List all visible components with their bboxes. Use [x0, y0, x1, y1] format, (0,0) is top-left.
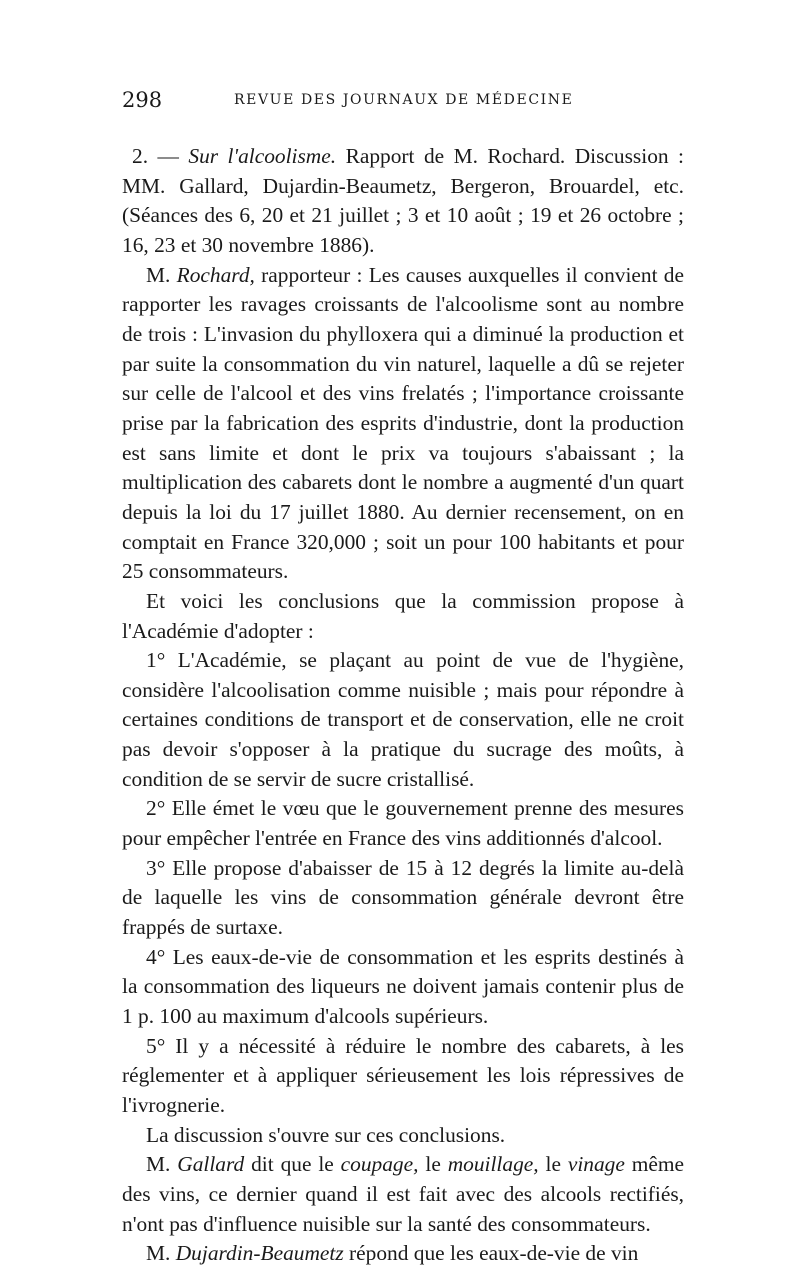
speaker-name: Dujardin-Beaumetz — [175, 1241, 344, 1266]
dujardin-text: répond que les eaux-de-vie de vin — [349, 1241, 639, 1266]
conclusion-text: L'Académie, se plaçant au point de vue de l'hygiène, considère l'alcoolisation comme nuisible ; mais pour répondre à certaines conditions de transport et de conservation, elle ne croit pas devoir s'opposer à la pratique du sucrage des moûts, à condition de se servir de sucre cristallisé. — [122, 648, 684, 791]
section-heading-paragraph — [122, 142, 684, 261]
gallard-paragraph — [122, 1150, 684, 1239]
conclusion-item — [122, 646, 684, 794]
discussion-opens: La discussion s'ouvre sur ces conclusions. — [146, 1122, 506, 1147]
conclusion-number: 3° — [146, 855, 166, 880]
running-header — [122, 88, 682, 118]
section-subtitle: Rapport de M. Rochard. Discussion : MM. Gallard, Dujardin-Beaumetz, Bergeron, Brouardel, etc. (Séances des 6, 20 et 21 juillet ; 3 et 10 août ; 19 et 26 octobre ; 16, 23 et 30 novembre 1886). — [122, 144, 684, 257]
section-number: 2. — — [132, 144, 179, 168]
speaker-name: Rochard, — [176, 262, 255, 287]
body-text — [122, 142, 684, 1269]
term-coupage: coupage, — [340, 1152, 419, 1177]
speaker-name: Gallard — [177, 1152, 245, 1177]
section-title: Sur l'alcoolisme. — [188, 144, 337, 168]
conclusion-item — [122, 794, 684, 853]
gallard-text: même des vins, ce dernier quand il est fait avec des alcools rectifiés, n'ont pas d'influence nuisible sur la santé des consommateurs. — [122, 1152, 685, 1236]
rochard-text: rapporteur : Les causes auxquelles il convient de rapporter les ravages croissants de l'alcoolisme sont au nombre de trois : L'invasion du phylloxera qui a diminué la production et par suite la consommation du vin naturel, laquelle a dû se rejeter sur celle de l'alcool et des vins frelatés ; l'importance croissante prise par la fabrication des esprits d'industrie, dont la production est sans limite et dont le prix va toujours s'abaissant ; la multiplication des cabarets dont le nombre a augmenté d'un quart depuis la loi du 17 juillet 1880. Au dernier recensement, on en comptait en France 320,000 ; soit un pour 100 habitants et pour 25 consommateurs. — [122, 262, 684, 584]
conclusion-text: Il y a nécessité à réduire le nombre des cabarets, à les réglementer et à appliquer sérieusement les lois répressives de l'ivrognerie. — [122, 1033, 684, 1117]
rochard-paragraph — [122, 261, 684, 587]
term-mouillage: mouillage, — [447, 1152, 539, 1177]
page-number: 298 — [122, 88, 163, 112]
conclusion-text: Les eaux-de-vie de consommation et les esprits destinés à la consommation des liqueurs ne doivent jamais contenir plus de 1 p. 100 au maximum d'alcools supérieurs. — [122, 944, 684, 1029]
dujardin-paragraph — [122, 1239, 684, 1269]
speaker-prefix: M. — [146, 262, 171, 287]
conclusion-text: Elle propose d'abaisser de 15 à 12 degrés la limite au-delà de laquelle les vins de consommation générale devront être frappés de surtaxe. — [122, 855, 684, 940]
conclusion-number: 5° — [146, 1033, 166, 1058]
conclusions-intro: Et voici les conclusions que la commission propose à l'Académie d'adopter : — [122, 588, 684, 643]
gallard-text: le — [425, 1152, 441, 1177]
conclusion-item — [122, 854, 684, 943]
conclusion-item — [122, 1032, 684, 1121]
conclusion-text: Elle émet le vœu que le gouvernement prenne des mesures pour empêcher l'entrée en France des vins additionnés d'alcool. — [122, 796, 684, 851]
gallard-text: dit que le — [251, 1152, 334, 1177]
speaker-prefix: M. — [146, 1152, 171, 1177]
conclusion-number: 4° — [146, 944, 166, 969]
conclusion-item — [122, 943, 684, 1032]
conclusion-number: 2° — [146, 796, 166, 821]
term-vinage: vinage — [567, 1152, 625, 1177]
speaker-prefix: M. — [146, 1241, 171, 1266]
conclusion-number: 1° — [146, 648, 166, 673]
running-title: REVUE DES JOURNAUX DE MÉDECINE — [234, 92, 574, 108]
gallard-text: le — [545, 1152, 561, 1177]
